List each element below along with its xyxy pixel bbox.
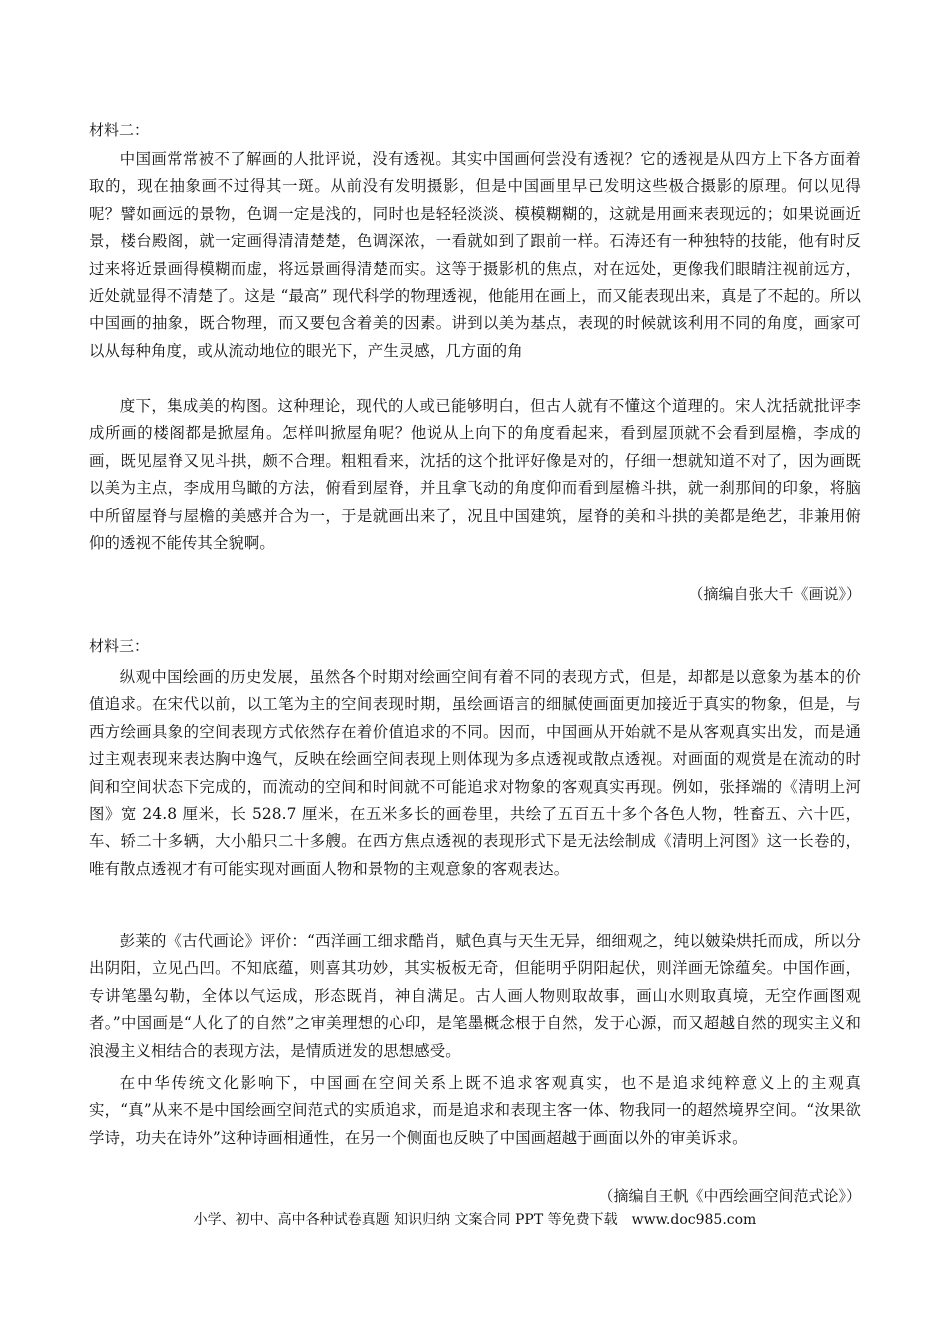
material-2-paragraph-2: 度下，集成美的构图。这种理论，现代的人或已能够明白，但古人就有不懂这个道理的。宋人沈括就批评李成所画的楼阁都是掀屋角。怎样叫掀屋角呢？他说从上向下的角度看起来，看到屋顶就不会看到屋檐，李成的画，既见屋脊又见斗拱，颇不合理。粗粗看来，沈括的这个批评好像是对的，仔细一想就知道不对了，因为画既以美为主点，李成用鸟瞰的方法，俯看到屋脊，并且拿飞动的角度仰而看到屋檐斗拱，就一刹那间的印象，将脑中所留屋脊与屋檐的美感并合为一，于是就画出来了，况且中国建筑，屋脊的美和斗拱的美都是绝艺，非兼用俯仰的透视不能传其全貌啊。 (89, 397, 861, 553)
material-2-source: （摘编自张大千《画说》） (688, 585, 861, 603)
footer-download-link[interactable]: 小学、初中、高中各种试卷真题 知识归纳 文案合同 PPT 等免费下载 www.doc985.com (193, 1212, 757, 1228)
material-2-paragraph-1: 中国画常常被不了解画的人批评说，没有透视。其实中国画何尝没有透视？它的透视是从四方上下各方面着取的，现在抽象画不过得其一斑。从前没有发明摄影，但是中国画里早已发明这些极合摄影的原理。何以见得呢？譬如画远的景物，色调一定是浅的，同时也是轻轻淡淡、模模糊糊的，这就是用画来表现远的；如果说画近景，楼台殿阁，就一定画得清清楚楚，色调深浓，一看就如到了跟前一样。石涛还有一种独特的技能，他有时反过来将近景画得模糊而虚，将远景画得清楚而实。这等于摄影机的焦点，对在远处，更像我们眼睛注视前远方，近处就显得不清楚了。这是 “最高” 现代科学的物理透视，他能用在画上，而又能表现出来，真是了不起的。所以中国画的抽象，既合物理，而又要包含着美的因素。讲到以美为基点，表现的时候就该利用不同的角度，画家可以从每种角度，或从流动地位的眼光下，产生灵感，几方面的角 (89, 150, 861, 360)
material-3-paragraph-1: 纵观中国绘画的历史发展，虽然各个时期对绘画空间有着不同的表现方式，但是，却都是以意象为基本的价值追求。在宋代以前，以工笔为主的空间表现时期，虽绘画语言的细腻使画面更加接近于真实的物象，但是，与西方绘画具象的空间表现方式依然存在着价值追求的不同。因而，中国画从开始就不是从客观真实出发，而是通过主观表现来表达胸中逸气，反映在绘画空间表现上则体现为多点透视或散点透视。对画面的观赏是在流动的时间和空间状态下完成的，而流动的空间和时间就不可能追求对物象的客观真实再现。例如，张择端的《清明上河图》宽 24.8 厘米，长 528.7 厘米，在五米多长的画卷里，共绘了五百五十多个各色人物，牲畜五、六十匹，车、轿二十多辆，大小船只二十多艘。在西方焦点透视的表现形式下是无法绘制成《清明上河图》这一长卷的，唯有散点透视才有可能实现对画面人物和景物的主观意象的客观表达。 (89, 668, 861, 878)
material-3-paragraph-2: 彭莱的《古代画论》评价：“西洋画工细求酷肖，赋色真与天生无异，细细观之，纯以皴染烘托而成，所以分出阴阳，立见凸凹。不知底蕴，则喜其功妙，其实板板无奇，但能明乎阴阳起伏，则洋画无馀蕴矣。中国作画，专讲笔墨勾勒，全体以气运成，形态既肖，神自满足。古人画人物则取故事，画山水则取真境，无空作画图观者。”中国画是“人化了的自然”之审美理想的心印，是笔墨概念根于自然，发于心源，而又超越自然的现实主义和浪漫主义相结合的表现方法，是情质迸发的思想感受。 (89, 932, 861, 1060)
material-2-label: 材料二： (89, 121, 150, 139)
material-3-source: （摘编自王帆《中西绘画空间范式论》） (598, 1187, 861, 1205)
material-3-paragraph-3: 在中华传统文化影响下，中国画在空间关系上既不追求客观真实，也不是追求纯粹意义上的主观真实，“真”从来不是中国绘画空间范式的实质追求，而是追求和表现主客一体、物我同一的超然境界空间。“汝果欲学诗，功夫在诗外”这种诗画相通性，在另一个侧面也反映了中国画超越于画面以外的审美诉求。 (89, 1074, 861, 1147)
material-3-label: 材料三： (89, 637, 150, 655)
